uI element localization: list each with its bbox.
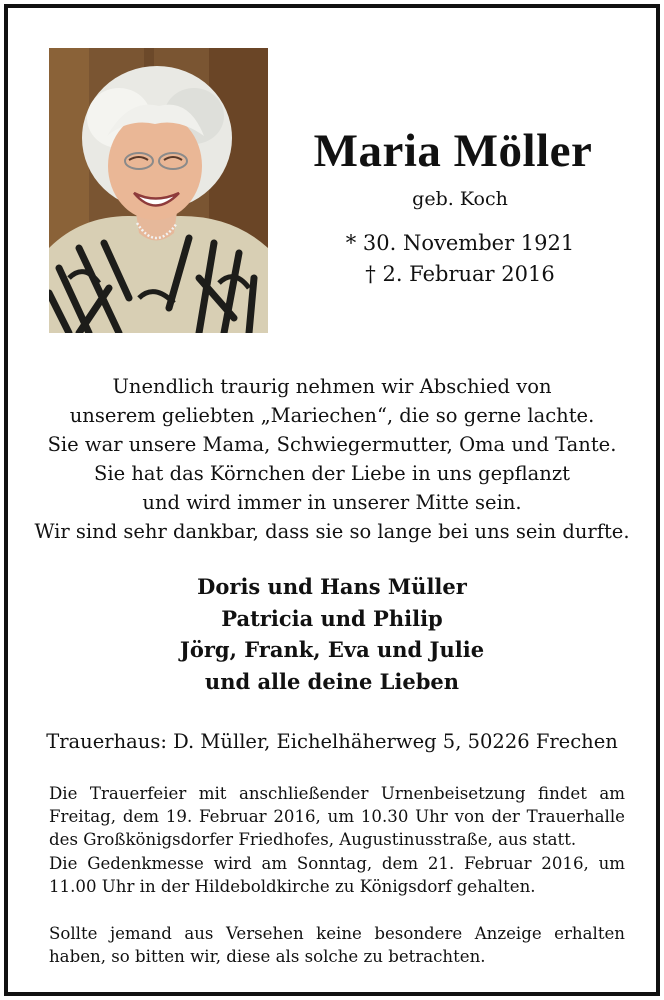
mourner-line: Jörg, Frank, Eva und Julie: [179, 637, 485, 662]
mourner-line: Patricia und Philip: [221, 605, 443, 631]
farewell-line: Wir sind sehr dankbar, dass sie so lange bei uns sein durfte.: [34, 520, 630, 543]
farewell-line: unserem geliebten „Mariechen“, die so gerne lachte.: [69, 404, 595, 427]
farewell-text: [28, 372, 636, 546]
portrait-photo: [49, 48, 268, 333]
mourners-list: [28, 571, 636, 697]
info-line: Die Trauerfeier mit anschließender Urnenbeisetzung findet am: [49, 784, 625, 803]
notification-disclaimer: [49, 922, 625, 968]
portrait-illustration: [49, 48, 268, 333]
funeral-service-info: [49, 782, 625, 851]
mourner-line: und alle deine Lieben: [204, 668, 460, 694]
info-line: des Großkönigsdorfer Friedhofes, Augustinusstraße, aus statt.: [49, 830, 577, 849]
info-line: Die Gedenkmesse wird am Sonntag, dem 21. Februar 2016, um: [49, 854, 625, 873]
farewell-line: Unendlich traurig nehmen wir Abschied von: [112, 375, 552, 398]
obituary-notice: [4, 4, 660, 996]
farewell-line: Sie hat das Körnchen der Liebe in uns gepflanzt: [94, 462, 570, 485]
maiden-name: geb. Koch: [412, 188, 508, 210]
farewell-line: Sie war unsere Mama, Schwiegermutter, Oma und Tante.: [47, 433, 617, 456]
deceased-name: Maria Möller: [313, 125, 593, 177]
info-line: 11.00 Uhr in der Hildeboldkirche zu Königsdorf gehalten.: [49, 877, 536, 896]
mourner-line: Doris und Hans Müller: [197, 574, 467, 599]
birth-date: * 30. November 1921: [345, 231, 575, 255]
memorial-mass-info: [49, 852, 625, 898]
info-line: Sollte jemand aus Versehen keine besondere Anzeige erhalten: [49, 924, 625, 943]
death-date: † 2. Februar 2016: [365, 262, 555, 286]
mourning-house-address: Trauerhaus: D. Müller, Eichelhäherweg 5, 50226 Frechen: [46, 730, 618, 753]
info-line: Freitag, dem 19. Februar 2016, um 10.30 Uhr von der Trauerhalle: [49, 807, 625, 826]
info-line: haben, so bitten wir, diese als solche zu betrachten.: [49, 947, 486, 966]
farewell-line: und wird immer in unserer Mitte sein.: [142, 491, 522, 514]
